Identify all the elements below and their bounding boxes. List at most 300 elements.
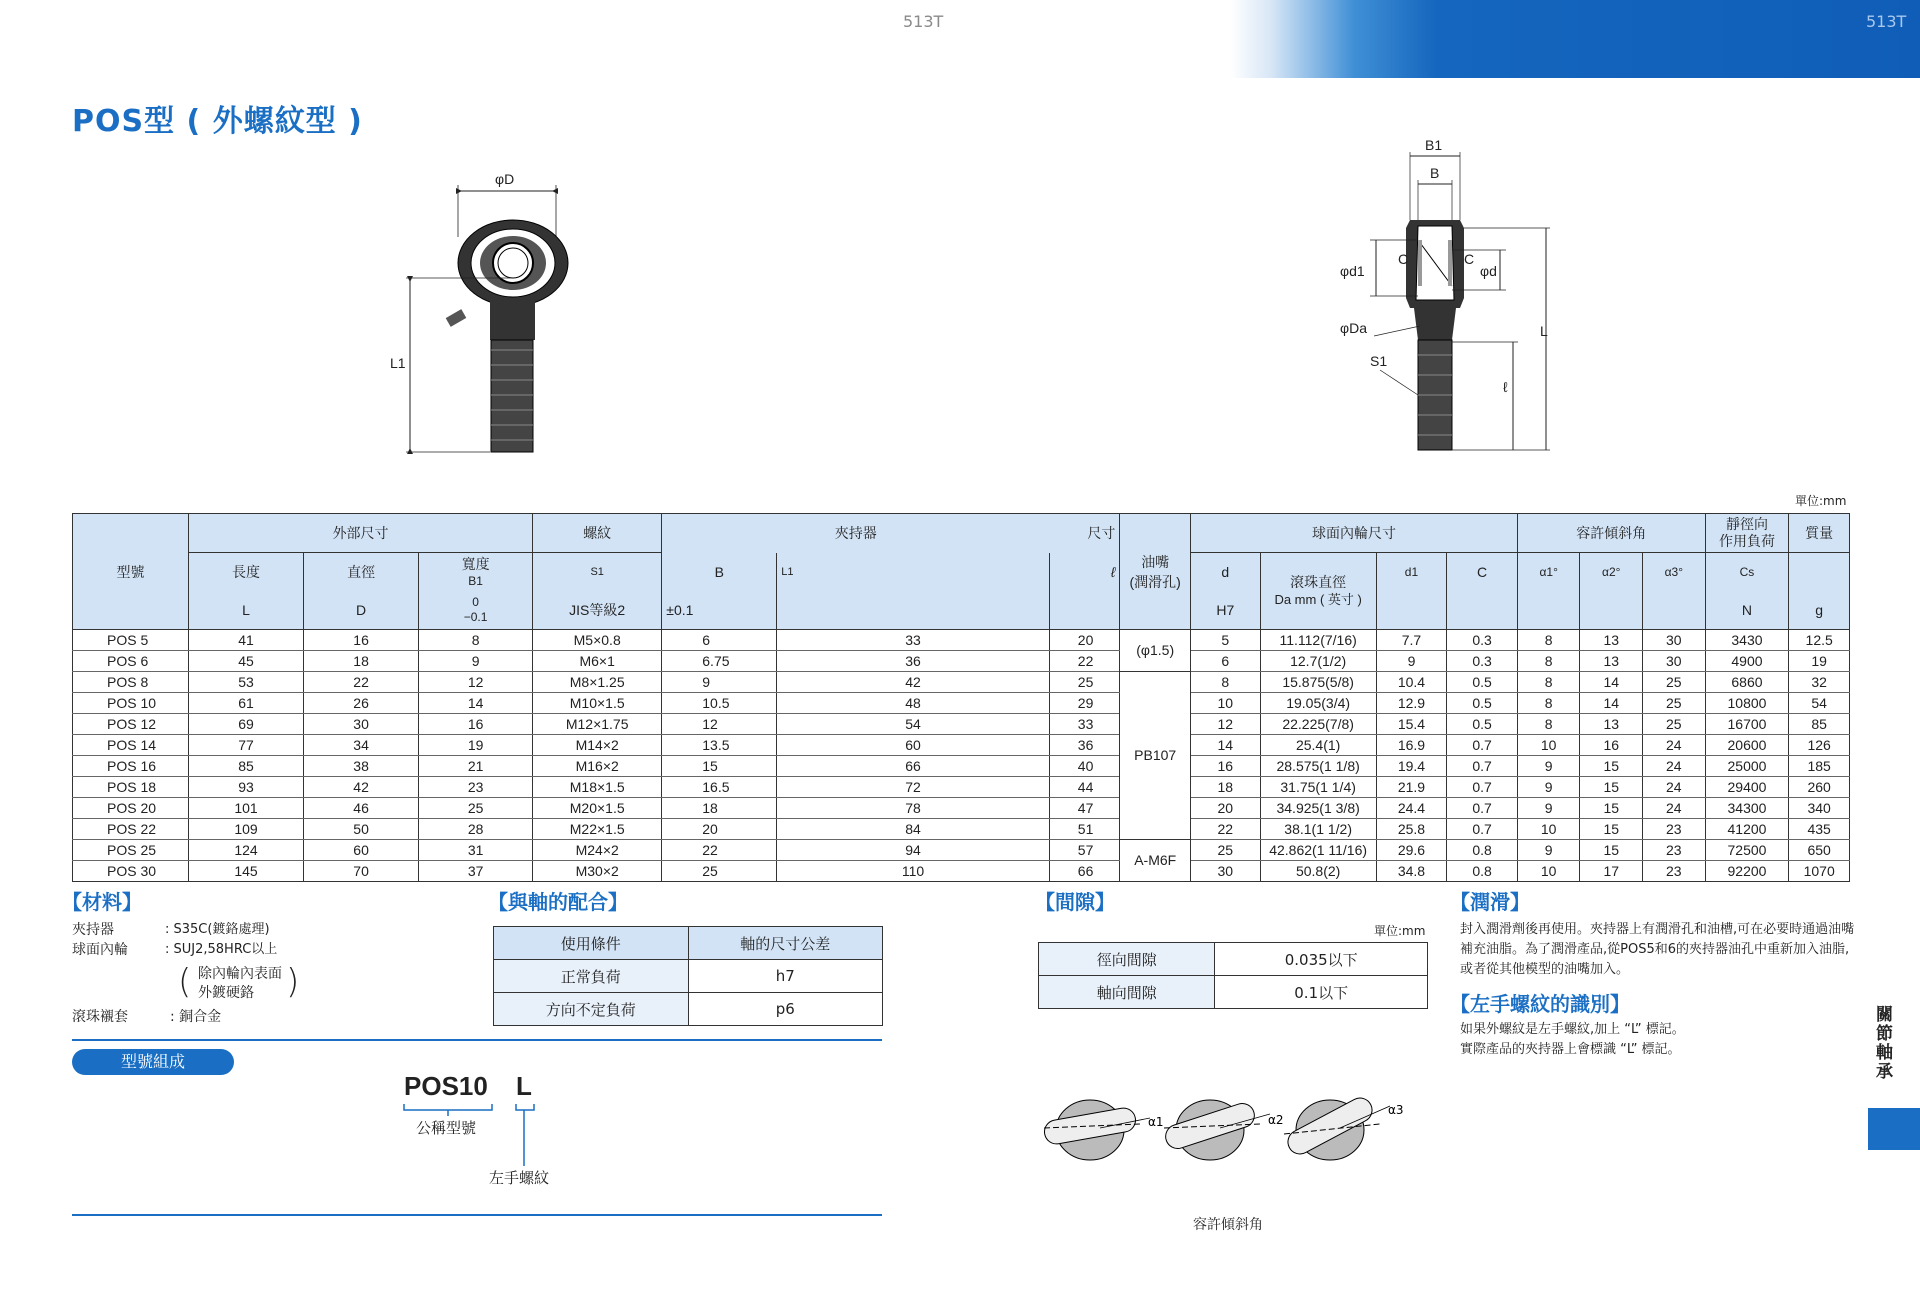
- cell-cs: 92200: [1705, 861, 1789, 882]
- cell-d: 46: [304, 798, 419, 819]
- cell-b1: 16: [419, 714, 533, 735]
- cell-l: 145: [189, 861, 304, 882]
- th-cs-unit: N: [1705, 591, 1789, 630]
- side-tab-label: 關節軸承: [1872, 1005, 1892, 1081]
- cell-c: 0.5: [1447, 672, 1518, 693]
- cell-a2: 15: [1580, 840, 1643, 861]
- th-d1-blank: [1376, 591, 1447, 630]
- table-row: [73, 651, 1850, 672]
- cell-d1: 15.4: [1376, 714, 1447, 735]
- materials-race-label: 滾珠襯套: [72, 1009, 128, 1025]
- cell-c: 0.3: [1447, 651, 1518, 672]
- cell-a1: 8: [1517, 672, 1580, 693]
- cell-d1: 25.8: [1376, 819, 1447, 840]
- cell-d1: 19.4: [1376, 756, 1447, 777]
- cell-da: 15.875(5/8): [1260, 672, 1376, 693]
- cell-l1: 72: [777, 777, 1049, 798]
- left-hand-line-1: 如果外螺紋是左手螺紋,加上 “L” 標記。: [1460, 1022, 1685, 1037]
- cell-a1: 9: [1517, 840, 1580, 861]
- cell-cs: 25000: [1705, 756, 1789, 777]
- cell-ell: 57: [1049, 840, 1120, 861]
- cell-a1: 8: [1517, 630, 1580, 651]
- th-a3-sym: α3°: [1643, 553, 1706, 592]
- cell-da: 31.75(1 1/4): [1260, 777, 1376, 798]
- model-code-suffix: L: [516, 1071, 532, 1101]
- cell-ell: 40: [1049, 756, 1120, 777]
- cell-a3: 25: [1643, 693, 1706, 714]
- svg-text:φd: φd: [1480, 263, 1497, 279]
- rod-end-side-drawing: [1330, 130, 1570, 460]
- cell-l1: 84: [777, 819, 1049, 840]
- cell-b1: 19: [419, 735, 533, 756]
- cell-b: 12: [662, 714, 777, 735]
- cell-s1: M6×1: [533, 651, 662, 672]
- cell-d: 16: [304, 630, 419, 651]
- cell-d1: 34.8: [1376, 861, 1447, 882]
- cell-a2: 14: [1580, 693, 1643, 714]
- cell-mass: 435: [1789, 819, 1850, 840]
- svg-text:S1: S1: [1370, 353, 1388, 369]
- cell-b1: 23: [419, 777, 533, 798]
- fit-title: 【與軸的配合】: [488, 890, 628, 914]
- cell-l1: 94: [777, 840, 1049, 861]
- model-code-label-nominal: 公稱型號: [416, 1119, 477, 1137]
- cell-d: 20: [1191, 798, 1261, 819]
- cell-a3: 24: [1643, 798, 1706, 819]
- svg-text:φd1: φd1: [1340, 263, 1365, 279]
- cell-l: 45: [189, 651, 304, 672]
- th-mass-unit: g: [1789, 591, 1850, 630]
- clearance-cell: 0.1以下: [1215, 976, 1428, 1009]
- fit-cell: 方向不定負荷: [494, 993, 689, 1026]
- cell-a2: 13: [1580, 630, 1643, 651]
- cell-l: 69: [189, 714, 304, 735]
- cell-a1: 10: [1517, 819, 1580, 840]
- cell-a1: 8: [1517, 714, 1580, 735]
- model-code-pill: 型號組成: [72, 1049, 234, 1075]
- svg-text:C: C: [1464, 251, 1475, 267]
- cell-s1: M10×1.5: [533, 693, 662, 714]
- cell-s1: M18×1.5: [533, 777, 662, 798]
- rod-end-front-drawing: [380, 165, 580, 465]
- page-code-left: 513T: [903, 12, 944, 31]
- svg-text:B1: B1: [1425, 137, 1443, 153]
- table-row: [73, 819, 1850, 840]
- cell-d: 5: [1191, 630, 1261, 651]
- cell-c: 0.8: [1447, 840, 1518, 861]
- cell-a2: 13: [1580, 651, 1643, 672]
- cell-da: 34.925(1 3/8): [1260, 798, 1376, 819]
- cell-s1: M16×2: [533, 756, 662, 777]
- th-d-sym: d: [1191, 553, 1261, 592]
- cell-d: 18: [1191, 777, 1261, 798]
- cell-da: 28.575(1 1/8): [1260, 756, 1376, 777]
- th-c-blank: [1447, 591, 1518, 630]
- cell-a3: 30: [1643, 630, 1706, 651]
- cell-b1: 9: [419, 651, 533, 672]
- cell-s1: M8×1.25: [533, 672, 662, 693]
- cell-a3: 23: [1643, 819, 1706, 840]
- cell-da: 38.1(1 1/2): [1260, 819, 1376, 840]
- cell-da: 19.05(3/4): [1260, 693, 1376, 714]
- th-c-sym: C: [1447, 553, 1518, 592]
- cell-ell: 33: [1049, 714, 1120, 735]
- tilt-angle-figure: [1040, 1080, 1420, 1190]
- cell-cs: 20600: [1705, 735, 1789, 756]
- materials-item-inner-label: 球面內輪: [72, 942, 128, 958]
- cell-l1: 36: [777, 651, 1049, 672]
- left-hand-line-2: 實際產品的夾持器上會標識 “L” 標記。: [1460, 1042, 1681, 1057]
- cell-b: 18: [662, 798, 777, 819]
- cell-model: POS 6: [73, 651, 189, 672]
- th-size: 尺寸: [1049, 514, 1120, 553]
- cell-l: 53: [189, 672, 304, 693]
- cell-da: 25.4(1): [1260, 735, 1376, 756]
- fit-header-tolerance: 軸的尺寸公差: [688, 927, 883, 960]
- materials-item-holder-value: : S35C(鍍鉻處理): [165, 922, 270, 937]
- th-d1-sym: d1: [1376, 553, 1447, 592]
- cell-c: 0.7: [1447, 756, 1518, 777]
- cell-ell: 36: [1049, 735, 1120, 756]
- cell-s1: M24×2: [533, 840, 662, 861]
- cell-a1: 9: [1517, 798, 1580, 819]
- th-b-tol: ±0.1: [662, 591, 777, 630]
- svg-text:L: L: [1540, 323, 1548, 339]
- svg-text:C: C: [1398, 251, 1409, 267]
- materials-item-holder-label: 夾持器: [72, 922, 114, 938]
- cell-d: 42: [304, 777, 419, 798]
- cell-l: 41: [189, 630, 304, 651]
- cell-cs: 16700: [1705, 714, 1789, 735]
- th-width-tol: 0 −0.1: [419, 591, 533, 630]
- cell-cs: 4900: [1705, 651, 1789, 672]
- cell-d1: 16.9: [1376, 735, 1447, 756]
- cell-model: POS 5: [73, 630, 189, 651]
- cell-a1: 9: [1517, 756, 1580, 777]
- clearance-cell: 0.035以下: [1215, 943, 1428, 976]
- cell-c: 0.3: [1447, 630, 1518, 651]
- cell-l: 85: [189, 756, 304, 777]
- cell-d1: 12.9: [1376, 693, 1447, 714]
- cell-d: 38: [304, 756, 419, 777]
- th-l1-sym: L1: [777, 553, 1049, 592]
- materials-race-value: : 銅合金: [170, 1009, 222, 1025]
- cell-mass: 650: [1789, 840, 1850, 861]
- cell-da: 12.7(1/2): [1260, 651, 1376, 672]
- cell-a2: 15: [1580, 777, 1643, 798]
- cell-l: 124: [189, 840, 304, 861]
- th-diameter-sym: D: [304, 591, 419, 630]
- cell-c: 0.7: [1447, 735, 1518, 756]
- th-diameter: 直徑: [304, 553, 419, 592]
- svg-text:α1: α1: [1148, 1115, 1164, 1129]
- cell-d: 8: [1191, 672, 1261, 693]
- tilt-bearing-2: [1163, 1100, 1270, 1160]
- cell-a2: 17: [1580, 861, 1643, 882]
- cell-model: POS 30: [73, 861, 189, 882]
- cell-a3: 23: [1643, 840, 1706, 861]
- fit-header-condition: 使用條件: [494, 927, 689, 960]
- cell-b1: 14: [419, 693, 533, 714]
- cell-da: 50.8(2): [1260, 861, 1376, 882]
- page-code-right: 513T: [1866, 12, 1907, 31]
- cell-ell: 51: [1049, 819, 1120, 840]
- cell-l1: 78: [777, 798, 1049, 819]
- th-a1-blank: [1517, 591, 1580, 630]
- lubrication-title: 【潤滑】: [1450, 890, 1530, 914]
- table-row: [73, 630, 1850, 651]
- cell-s1: M22×1.5: [533, 819, 662, 840]
- cell-cs: 41200: [1705, 819, 1789, 840]
- cell-d: 30: [304, 714, 419, 735]
- cell-b1: 8: [419, 630, 533, 651]
- table-row: [73, 798, 1850, 819]
- cell-d: 14: [1191, 735, 1261, 756]
- svg-text:α3: α3: [1388, 1103, 1404, 1117]
- cell-b: 9: [662, 672, 777, 693]
- materials-note: 除內輪內表面 外鍍硬鉻: [198, 966, 282, 1001]
- th-a1-sym: α1°: [1517, 553, 1580, 592]
- table-row: [73, 840, 1850, 861]
- cell-model: POS 10: [73, 693, 189, 714]
- cell-b1: 25: [419, 798, 533, 819]
- cell-ell: 29: [1049, 693, 1120, 714]
- cell-model: POS 14: [73, 735, 189, 756]
- clearance-cell: 軸向間隙: [1039, 976, 1215, 1009]
- table-row: [73, 714, 1850, 735]
- cell-model: POS 20: [73, 798, 189, 819]
- th-b-sym: B: [662, 553, 777, 592]
- model-code-label-left: 左手螺紋: [489, 1169, 550, 1187]
- cell-model: POS 16: [73, 756, 189, 777]
- cell-b: 13.5: [662, 735, 777, 756]
- cell-b: 22: [662, 840, 777, 861]
- cell-b: 6.75: [662, 651, 777, 672]
- cell-da: 22.225(7/8): [1260, 714, 1376, 735]
- cell-d1: 10.4: [1376, 672, 1447, 693]
- cell-l1: 54: [777, 714, 1049, 735]
- lubrication-text: 封入潤滑劑後再使用。夾持器上有潤滑孔和油槽,可在必要時通過油嘴補充油脂。為了潤滑產品,從POS5和6的夾持器油孔中重新加入油脂,或者從其他模型的油嘴加入。: [1460, 922, 1855, 977]
- unit-label: 單位:mm: [1795, 494, 1847, 508]
- divider: [72, 1214, 882, 1216]
- cell-l: 109: [189, 819, 304, 840]
- cell-da: 11.112(7/16): [1260, 630, 1376, 651]
- cell-mass: 32: [1789, 672, 1850, 693]
- cell-d: 12: [1191, 714, 1261, 735]
- th-ball-dia: 滾珠直徑 Da mm ( 英寸 ): [1260, 553, 1376, 630]
- cell-d1: 21.9: [1376, 777, 1447, 798]
- cell-a3: 24: [1643, 777, 1706, 798]
- cell-d: 22: [1191, 819, 1261, 840]
- th-nipple: 油嘴 (潤滑孔): [1120, 514, 1191, 630]
- cell-mass: 85: [1789, 714, 1850, 735]
- th-tilt-angle: 容許傾斜角: [1517, 514, 1705, 553]
- cell-l1: 48: [777, 693, 1049, 714]
- cell-c: 0.5: [1447, 693, 1518, 714]
- cell-b1: 12: [419, 672, 533, 693]
- cell-a2: 13: [1580, 714, 1643, 735]
- tilt-bearing-1: [1043, 1100, 1150, 1160]
- cell-ell: 22: [1049, 651, 1120, 672]
- cell-cs: 10800: [1705, 693, 1789, 714]
- cell-d: 34: [304, 735, 419, 756]
- th-length: 長度: [189, 553, 304, 592]
- th-static-load: 靜徑向 作用負荷: [1705, 514, 1789, 553]
- side-tab-block: [1868, 1108, 1920, 1150]
- th-d-tol: H7: [1191, 591, 1261, 630]
- table-row: [73, 756, 1850, 777]
- svg-text:α2: α2: [1268, 1113, 1284, 1127]
- th-inner-ring: 球面內輪尺寸: [1191, 514, 1518, 553]
- cell-a1: 8: [1517, 693, 1580, 714]
- cell-d: 60: [304, 840, 419, 861]
- cell-a2: 15: [1580, 756, 1643, 777]
- th-mass: 質量: [1789, 514, 1850, 553]
- cell-a3: 23: [1643, 861, 1706, 882]
- cell-ell: 44: [1049, 777, 1120, 798]
- cell-c: 0.8: [1447, 861, 1518, 882]
- th-thread-grade: JIS等級2: [533, 591, 662, 630]
- svg-text:B: B: [1430, 165, 1440, 181]
- cell-a1: 9: [1517, 777, 1580, 798]
- th-a2-sym: α2°: [1580, 553, 1643, 592]
- cell-nipple: (φ1.5): [1120, 630, 1191, 672]
- cell-mass: 54: [1789, 693, 1850, 714]
- cell-model: POS 22: [73, 819, 189, 840]
- cell-model: POS 25: [73, 840, 189, 861]
- cell-l: 61: [189, 693, 304, 714]
- page-title: POS型 ( 外螺紋型 ): [72, 104, 363, 139]
- cell-d1: 24.4: [1376, 798, 1447, 819]
- cell-model: POS 18: [73, 777, 189, 798]
- fit-cell: 正常負荷: [494, 960, 689, 993]
- cell-b1: 37: [419, 861, 533, 882]
- svg-text:φDa: φDa: [1340, 320, 1367, 336]
- svg-text:L1: L1: [390, 355, 406, 371]
- cell-b: 10.5: [662, 693, 777, 714]
- cell-l1: 66: [777, 756, 1049, 777]
- cell-d: 6: [1191, 651, 1261, 672]
- left-hand-title: 【左手螺紋的識別】: [1450, 992, 1630, 1016]
- cell-d1: 7.7: [1376, 630, 1447, 651]
- table-row: [73, 861, 1850, 882]
- materials-title: 【材料】: [62, 890, 142, 914]
- cell-s1: M14×2: [533, 735, 662, 756]
- clearance-title: 【間隙】: [1035, 890, 1115, 914]
- table-row: [73, 735, 1850, 756]
- spec-table: [72, 513, 1850, 882]
- cell-mass: 260: [1789, 777, 1850, 798]
- cell-mass: 185: [1789, 756, 1850, 777]
- table-row: [73, 693, 1850, 714]
- cell-b1: 28: [419, 819, 533, 840]
- cell-d: 10: [1191, 693, 1261, 714]
- cell-a3: 25: [1643, 714, 1706, 735]
- model-code: POS10: [404, 1071, 488, 1101]
- cell-b: 16.5: [662, 777, 777, 798]
- cell-cs: 72500: [1705, 840, 1789, 861]
- cell-a2: 16: [1580, 735, 1643, 756]
- cell-l1: 33: [777, 630, 1049, 651]
- cell-l: 101: [189, 798, 304, 819]
- th-outer-dims: 外部尺寸: [189, 514, 533, 553]
- cell-c: 0.7: [1447, 777, 1518, 798]
- th-holder: 夾持器: [662, 514, 1049, 553]
- cell-a1: 10: [1517, 861, 1580, 882]
- cell-ell: 47: [1049, 798, 1120, 819]
- cell-a1: 10: [1517, 735, 1580, 756]
- cell-a2: 14: [1580, 672, 1643, 693]
- header-gradient-band: [1230, 0, 1920, 78]
- cell-d: 16: [1191, 756, 1261, 777]
- cell-nipple: PB107: [1120, 672, 1191, 840]
- cell-a3: 30: [1643, 651, 1706, 672]
- clearance-table: [1038, 942, 1428, 1009]
- cell-d: 18: [304, 651, 419, 672]
- cell-l1: 42: [777, 672, 1049, 693]
- th-a3-blank: [1643, 591, 1706, 630]
- cell-mass: 19: [1789, 651, 1850, 672]
- table-row: [73, 672, 1850, 693]
- th-ell-sym: ℓ: [1049, 553, 1120, 592]
- cell-d: 25: [1191, 840, 1261, 861]
- cell-mass: 126: [1789, 735, 1850, 756]
- cell-l: 77: [189, 735, 304, 756]
- cell-d1: 9: [1376, 651, 1447, 672]
- cell-d1: 29.6: [1376, 840, 1447, 861]
- cell-mass: 340: [1789, 798, 1850, 819]
- th-l1-blank: [777, 591, 1049, 630]
- cell-b: 6: [662, 630, 777, 651]
- divider: [72, 1039, 882, 1041]
- cell-l1: 60: [777, 735, 1049, 756]
- th-width: 寬度 B1: [419, 553, 533, 592]
- cell-ell: 66: [1049, 861, 1120, 882]
- clearance-unit: 單位:mm: [1374, 924, 1426, 938]
- cell-b1: 21: [419, 756, 533, 777]
- cell-a1: 8: [1517, 651, 1580, 672]
- cell-ell: 20: [1049, 630, 1120, 651]
- th-thread-sym: S1: [533, 553, 662, 592]
- cell-d: 22: [304, 672, 419, 693]
- cell-mass: 1070: [1789, 861, 1850, 882]
- th-length-sym: L: [189, 591, 304, 630]
- cell-cs: 34300: [1705, 798, 1789, 819]
- cell-cs: 6860: [1705, 672, 1789, 693]
- svg-text:φD: φD: [495, 171, 515, 187]
- th-thread: 螺紋: [533, 514, 662, 553]
- cell-a3: 24: [1643, 735, 1706, 756]
- cell-l1: 110: [777, 861, 1049, 882]
- cell-nipple: A-M6F: [1120, 840, 1191, 882]
- clearance-cell: 徑向間隙: [1039, 943, 1215, 976]
- cell-cs: 3430: [1705, 630, 1789, 651]
- cell-model: POS 8: [73, 672, 189, 693]
- cell-mass: 12.5: [1789, 630, 1850, 651]
- cell-cs: 29400: [1705, 777, 1789, 798]
- cell-c: 0.5: [1447, 714, 1518, 735]
- cell-s1: M5×0.8: [533, 630, 662, 651]
- cell-b: 15: [662, 756, 777, 777]
- cell-a3: 24: [1643, 756, 1706, 777]
- cell-a2: 15: [1580, 798, 1643, 819]
- paren-close-icon: ): [286, 962, 300, 1002]
- cell-s1: M20×1.5: [533, 798, 662, 819]
- cell-a3: 25: [1643, 672, 1706, 693]
- th-mass-blank: [1789, 553, 1850, 592]
- cell-d: 26: [304, 693, 419, 714]
- cell-s1: M12×1.75: [533, 714, 662, 735]
